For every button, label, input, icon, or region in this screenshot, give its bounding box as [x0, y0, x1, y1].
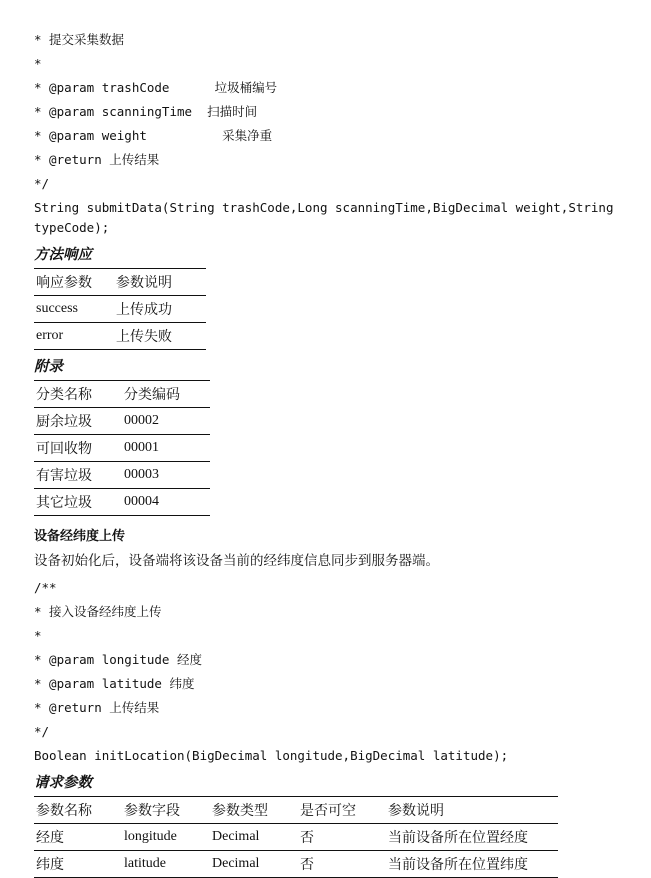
table-row: [34, 489, 210, 516]
table-cell: 否: [298, 851, 386, 878]
submit-data-comment-block: [34, 28, 621, 196]
comment-line: * @return 上传结果: [34, 700, 160, 715]
comment-line: * 接入设备经纬度上传: [34, 604, 162, 619]
table-header-cell: 参数名称: [34, 797, 122, 824]
table-cell: 纬度: [34, 851, 122, 878]
comment-line: *: [34, 628, 42, 643]
table-row: [34, 435, 210, 462]
request-section-title: 请求参数: [34, 775, 92, 791]
table-row: [34, 851, 558, 878]
table-cell: 当前设备所在位置纬度: [386, 851, 558, 878]
comment-line: /**: [34, 580, 57, 595]
table-header-cell: 参数字段: [122, 797, 210, 824]
comment-line: * @param scanningTime 扫描时间: [34, 104, 258, 119]
table-cell: 00002: [122, 408, 210, 435]
table-row: [34, 323, 206, 350]
submit-data-signature: String submitData(String trashCode,Long scanningTime,BigDecimal weight,String typeCode);: [34, 200, 622, 235]
table-row: [34, 462, 210, 489]
comment-line: * @return 上传结果: [34, 152, 160, 167]
table-header-row: [34, 381, 210, 408]
table-cell: Decimal: [210, 851, 298, 878]
response-table: [34, 268, 206, 350]
comment-line: * @param longitude 经度: [34, 652, 202, 667]
location-paragraph: 设备初始化后，设备端将该设备当前的经纬度信息同步到服务器端。: [34, 553, 439, 568]
appendix-section-title: 附录: [34, 359, 63, 375]
table-header-cell: 是否可空: [298, 797, 386, 824]
comment-line: *: [34, 56, 42, 71]
table-cell: 厨余垃圾: [34, 408, 122, 435]
comment-line: * @param trashCode 垃圾桶编号: [34, 80, 278, 95]
comment-line: */: [34, 176, 50, 191]
table-cell: Decimal: [210, 824, 298, 851]
appendix-table: [34, 380, 210, 516]
table-row: [34, 408, 210, 435]
table-cell: 00003: [122, 462, 210, 489]
request-params-table: [34, 796, 558, 878]
table-row: [34, 824, 558, 851]
comment-line: */: [34, 724, 50, 739]
table-header-cell: 分类编码: [122, 381, 210, 408]
response-section-title: 方法响应: [34, 247, 92, 263]
table-cell: 有害垃圾: [34, 462, 122, 489]
table-cell: error: [34, 323, 114, 350]
table-header-cell: 参数类型: [210, 797, 298, 824]
table-row: [34, 296, 206, 323]
comment-line: * @param weight 采集净重: [34, 128, 273, 143]
location-section-title: 设备经纬度上传: [34, 528, 126, 543]
table-cell: 00001: [122, 435, 210, 462]
table-cell: 其它垃圾: [34, 489, 122, 516]
table-header-cell: 响应参数: [34, 269, 114, 296]
table-cell: 00004: [122, 489, 210, 516]
comment-line: * @param latitude 纬度: [34, 676, 195, 691]
init-location-signature: Boolean initLocation(BigDecimal longitude,BigDecimal latitude);: [34, 748, 509, 763]
table-header-cell: 分类名称: [34, 381, 122, 408]
table-cell: 否: [298, 824, 386, 851]
table-cell: 经度: [34, 824, 122, 851]
table-cell: longitude: [122, 824, 210, 851]
table-cell: 可回收物: [34, 435, 122, 462]
table-cell: 当前设备所在位置经度: [386, 824, 558, 851]
table-header-cell: 参数说明: [114, 269, 206, 296]
table-header-row: [34, 269, 206, 296]
table-cell: latitude: [122, 851, 210, 878]
table-cell: 上传失败: [114, 323, 206, 350]
table-cell: success: [34, 296, 114, 323]
table-header-cell: 参数说明: [386, 797, 558, 824]
table-header-row: [34, 797, 558, 824]
table-cell: 上传成功: [114, 296, 206, 323]
comment-line: * 提交采集数据: [34, 32, 125, 47]
location-comment-block: [34, 576, 621, 744]
